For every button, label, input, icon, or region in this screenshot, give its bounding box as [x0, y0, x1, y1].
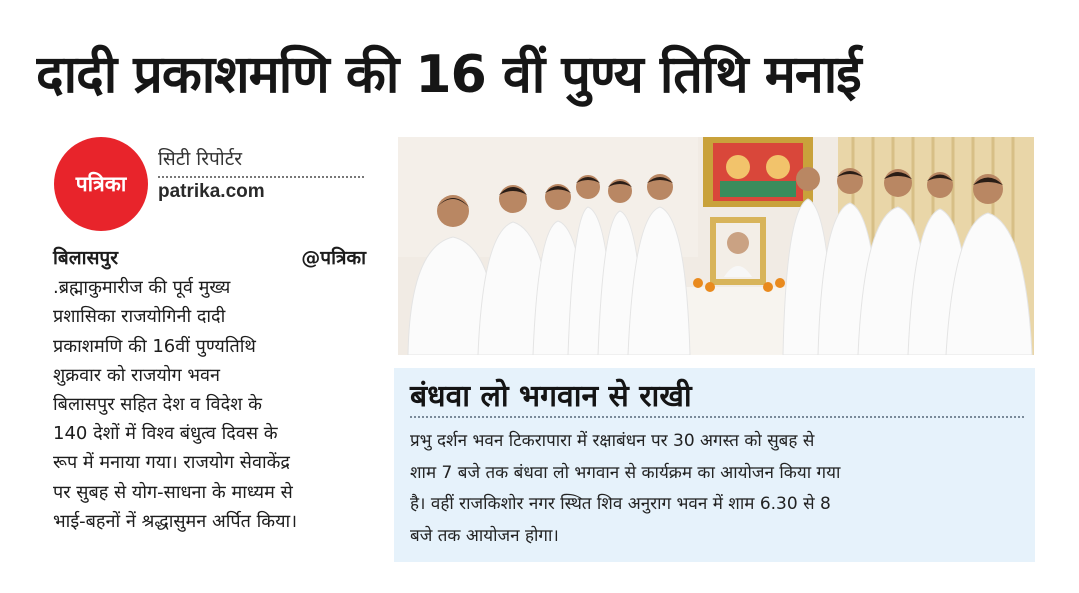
article-line: भाई-बहनों नें श्रद्धासुमन अर्पित किया।: [53, 510, 298, 532]
byline-site: patrika.com: [158, 181, 265, 202]
article-line: प्रशासिका राजयोगिनी दादी: [53, 306, 226, 328]
headline: दादी प्रकाशमणि की 16 वीं पुण्य तिथि मनाई: [36, 45, 861, 105]
sidebox-line: है। वहीं राजकिशोर नगर स्थित शिव अनुराग भवन में शाम 6.30 से 8: [410, 494, 831, 514]
article-line: शुक्रवार को राजयोग भवन: [53, 364, 221, 386]
article-line: 140 देशों में विश्व बंधुत्व दिवस के: [53, 423, 278, 445]
byline-divider: [158, 176, 364, 178]
patrika-logo: [54, 137, 148, 231]
article-body: [53, 244, 366, 536]
news-photo: [398, 137, 1034, 355]
dateline-source: @पत्रिका: [301, 247, 366, 269]
sidebox-title: बंधवा लो भगवान से राखी: [410, 379, 692, 414]
dateline: [53, 244, 366, 273]
sidebox-line: प्रभु दर्शन भवन टिकरापारा में रक्षाबंधन पर 30 अगस्त को सुबह से: [410, 431, 815, 451]
group-photo-illustration: [398, 137, 1034, 355]
sidebox-body: [410, 426, 1022, 552]
article-line: प्रकाशमणि की 16वीं पुण्यतिथि: [53, 335, 256, 357]
side-news-box: [394, 368, 1035, 562]
logo-text: पत्रिका: [75, 172, 127, 196]
byline-reporter: सिटी रिपोर्टर: [158, 148, 243, 170]
article-line: रूप में मनाया गया। राजयोग सेवाकेंद्र: [53, 452, 290, 474]
article-line: बिलासपुर सहित देश व विदेश के: [53, 394, 262, 416]
sidebox-line: शाम 7 बजे तक बंधवा लो भगवान से कार्यक्रम का आयोजन किया गया: [410, 462, 841, 483]
sidebox-line: बजे तक आयोजन होगा।: [410, 525, 559, 546]
article-line: .ब्रह्माकुमारीज की पूर्व मुख्य: [53, 277, 231, 299]
sidebox-divider: [410, 416, 1024, 418]
article-line: पर सुबह से योग-साधना के माध्यम से: [53, 481, 293, 503]
dateline-place: बिलासपुर: [53, 247, 118, 269]
